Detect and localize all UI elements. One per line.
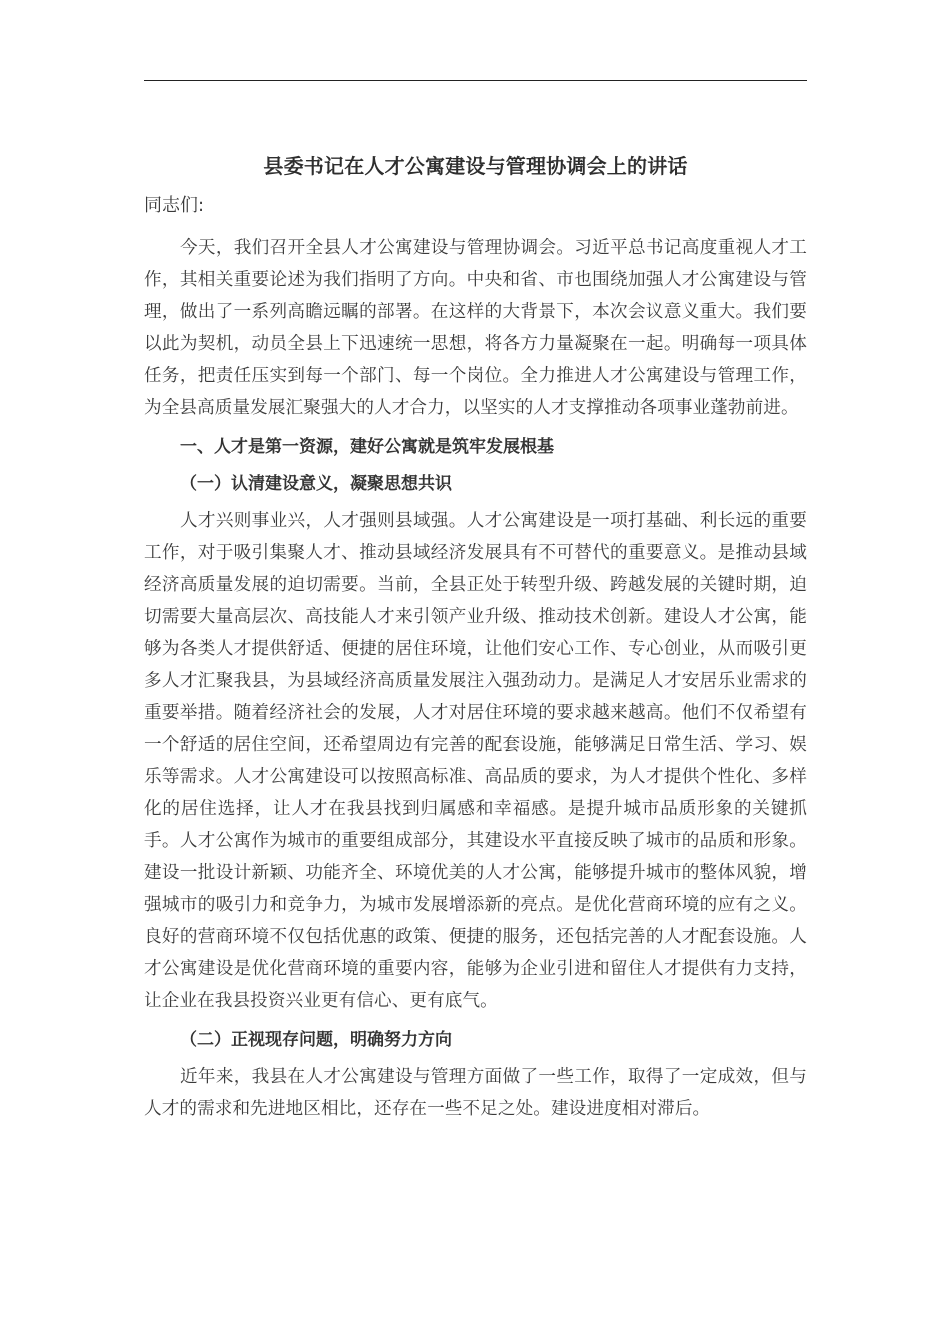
subsection-1-paragraph: 人才兴则事业兴，人才强则县域强。人才公寓建设是一项打基础、利长远的重要工作，对于吸引集聚人才、推动县域经济发展具有不可替代的重要意义。是推动县域经济高质量发展的迫切需要。当前，全县正处于转型升级、跨越发展的关键时期，迫切需要大量高层次、高技能人才来引领产业升级、推动技术创新。建设人才公寓，能够为各类人才提供舒适、便捷的居住环境，让他们安心工作、专心创业，从而吸引更多人才汇聚我县，为县域经济高质量发展注入强劲动力。是满足人才安居乐业需求的重要举措。随着经济社会的发展，人才对居住环境的要求越来越高。他们不仅希望有一个舒适的居住空间，还希望周边有完善的配套设施，能够满足日常生活、学习、娱乐等需求。人才公寓建设可以按照高标准、高品质的要求，为人才提供个性化、多样化的居住选择，让人才在我县找到归属感和幸福感。是提升城市品质形象的关键抓手。人才公寓作为城市的重要组成部分，其建设水平直接反映了城市的品质和形象。建设一批设计新颖、功能齐全、环境优美的人才公寓，能够提升城市的整体风貌，增强城市的吸引力和竞争力，为城市发展增添新的亮点。是优化营商环境的应有之义。良好的营商环境不仅包括优惠的政策、便捷的服务，还包括完善的人才配套设施。人才公寓建设是优化营商环境的重要内容，能够为企业引进和留住人才提供有力支持，让企业在我县投资兴业更有信心、更有底气。: [144, 511, 807, 1011]
subsection-2-heading: （二）正视现存问题，明确努力方向: [180, 1030, 452, 1050]
document-body: [144, 232, 807, 1125]
subsection-2-paragraph: 近年来，我县在人才公寓建设与管理方面做了一些工作，取得了一定成效，但与人才的需求和先进地区相比，还存在一些不足之处。建设进度相对滞后。: [144, 1067, 807, 1119]
salutation: 同志们:: [144, 195, 205, 216]
header-rule: [144, 80, 807, 81]
section-1-heading: 一、人才是第一资源，建好公寓就是筑牢发展根基: [180, 437, 554, 457]
document-title: 县委书记在人才公寓建设与管理协调会上的讲话: [263, 154, 688, 178]
intro-paragraph: 今天，我们召开全县人才公寓建设与管理协调会。习近平总书记高度重视人才工作，其相关重要论述为我们指明了方向。中央和省、市也围绕加强人才公寓建设与管理，做出了一系列高瞻远瞩的部署。在这样的大背景下，本次会议意义重大。我们要以此为契机，动员全县上下迅速统一思想，将各方力量凝聚在一起。明确每一项具体任务，把责任压实到每一个部门、每一个岗位。全力推进人才公寓建设与管理工作，为全县高质量发展汇聚强大的人才合力，以坚实的人才支撑推动各项事业蓬勃前进。: [144, 238, 807, 418]
subsection-1-heading: （一）认清建设意义，凝聚思想共识: [180, 474, 452, 494]
